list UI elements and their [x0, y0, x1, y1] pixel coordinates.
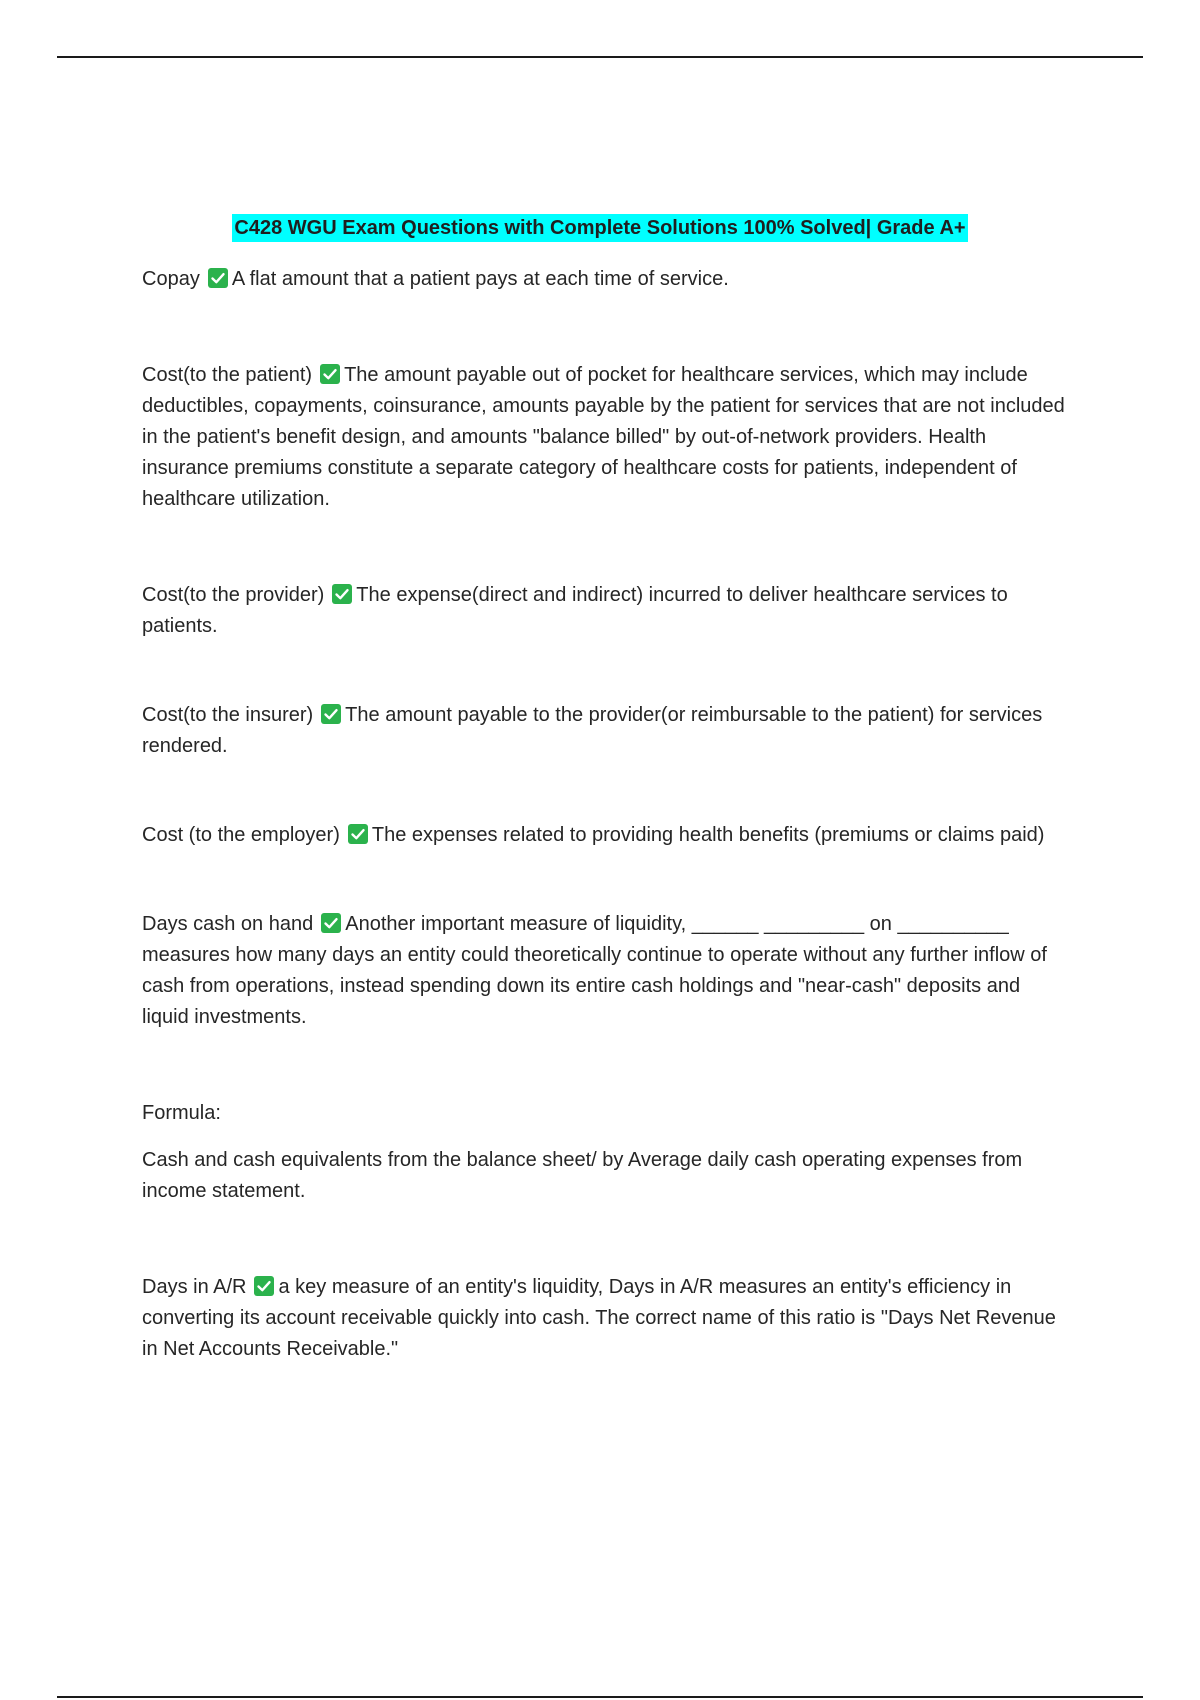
- term: Cost(to the provider): [142, 584, 325, 606]
- entry-cost-provider: [142, 580, 1072, 642]
- definition: The amount payable out of pocket for healthcare services, which may include deductibles, copayments, coinsurance, amounts payable by the patient for services that are not included in the patient's benefit design, and amounts "balance billed" by out-of-network providers. Health insurance premiums constitute a separate category of healthcare costs for patients, independent of healthcare utilization.: [142, 364, 1065, 510]
- definition: A flat amount that a patient pays at each time of service.: [231, 268, 729, 290]
- checkmark-icon: [321, 704, 341, 724]
- entry-cost-insurer: [142, 700, 1072, 762]
- top-rule: [57, 56, 1143, 58]
- definition: Another important measure of liquidity, ______ _________ on __________ measures how many days an entity could theoretically continue to operate without any further inflow of cash from operations, instead spending down its entire cash holdings and "near-cash" deposits and liquid investments.: [142, 913, 1047, 1028]
- checkmark-icon: [208, 268, 228, 288]
- entry-days-cash-on-hand: [142, 909, 1072, 1033]
- entry-copay: [142, 264, 1072, 295]
- formula-text: Cash and cash equivalents from the balance sheet/ by Average daily cash operating expenses from income statement.: [142, 1149, 1023, 1202]
- term: Days cash on hand: [142, 913, 314, 935]
- checkmark-icon: [321, 913, 341, 933]
- term: Days in A/R: [142, 1276, 247, 1298]
- checkmark-icon: [320, 364, 340, 384]
- term: Cost(to the patient): [142, 364, 313, 386]
- entry-days-in-ar: [142, 1272, 1072, 1365]
- term: Cost(to the insurer): [142, 704, 314, 726]
- checkmark-icon: [348, 824, 368, 844]
- bottom-rule: [57, 1696, 1143, 1698]
- title-container: [0, 214, 1200, 242]
- definition: a key measure of an entity's liquidity, Days in A/R measures an entity's efficiency in converting its account receivable quickly into cash. The correct name of this ratio is "Days Net Revenue in Net Accounts Receivable.": [142, 1276, 1056, 1360]
- definition: The expense(direct and indirect) incurred to deliver healthcare services to patients.: [142, 584, 1008, 637]
- term: Copay: [142, 268, 200, 290]
- definition: The expenses related to providing health benefits (premiums or claims paid): [371, 824, 1045, 846]
- entry-cost-patient: [142, 360, 1072, 515]
- document-title: C428 WGU Exam Questions with Complete Solutions 100% Solved| Grade A+: [232, 214, 967, 242]
- entry-cost-employer: [142, 820, 1072, 851]
- checkmark-icon: [254, 1276, 274, 1296]
- checkmark-icon: [332, 584, 352, 604]
- term: Cost (to the employer): [142, 824, 340, 846]
- formula-label: Formula:: [142, 1102, 221, 1124]
- document-body: [142, 264, 1072, 1365]
- definition: The amount payable to the provider(or reimbursable to the patient) for services rendered.: [142, 704, 1043, 757]
